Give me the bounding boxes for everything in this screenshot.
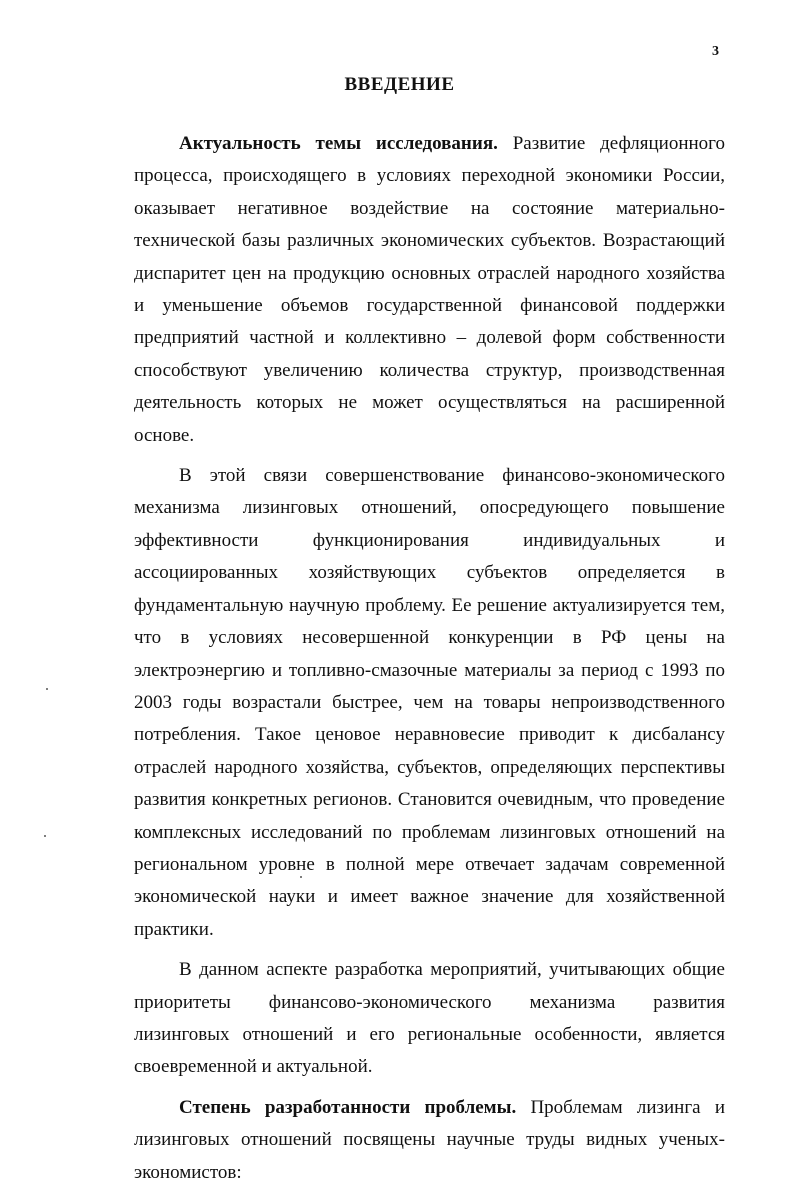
- scan-speck: [300, 876, 302, 878]
- page-number: 3: [712, 44, 719, 59]
- paragraph-lead: Степень разработанности проблемы.: [179, 1096, 517, 1118]
- body-text: [134, 128, 725, 1189]
- scan-speck: [44, 835, 46, 837]
- section-heading: ВВЕДЕНИЕ: [344, 74, 455, 95]
- paragraph-lead: Актуальность темы исследования.: [179, 133, 498, 154]
- paragraph-aspect: [134, 954, 725, 1084]
- paragraph-context: [134, 460, 725, 946]
- scan-speck: [46, 688, 48, 690]
- paragraph-text: В данном аспекте разработка мероприятий, учитывающих общие приоритеты финансово-экономического механизма развития лизинговых отношений и его региональные особенности, является своевременной и актуальной.: [134, 959, 725, 1078]
- paragraph-text: В этой связи совершенствование финансово-экономического механизма лизинговых отношений, опосредующего повышение эффективности функционирования индивидуальных и ассоциированных хозяйствующих субъектов определяется в фундаментальную научную проблему. Ее решение актуализируется тем, что в условиях несовершенной конкуренции в РФ цены на электроэнергию и топливно-смазочные материалы за период с 1993 по 2003 годы возрастали быстрее, чем на товары непроизводственного потребления. Такое ценовое неравновесие приводит к дисбалансу отраслей народного хозяйства, субъектов, определяющих перспективы развития конкретных регионов. Становится очевидным, что проведение комплексных исследований по проблемам лизинговых отношений на региональном уровне в полной мере отвечает задачам современной экономической науки и имеет важное значение для хозяйственной практики.: [134, 465, 725, 940]
- paragraph-text: Развитие дефляционного процесса, происходящего в условиях переходной экономики России, оказывает негативное воздействие на состояние материально- технической базы различных экономических субъектов. Возрастающий диспаритет цен на продукцию основных отраслей народного хозяйства и уменьшение объемов государственной финансовой поддержки предприятий частной и коллективно – долевой форм собственности способствуют увеличению количества структур, производственная деятельность которых не может осуществляться на расширенной основе.: [134, 133, 725, 446]
- paragraph-text: Проблемам лизинга и лизинговых отношений посвящены научные труды видных ученых-экономистов:: [134, 1096, 725, 1183]
- paragraph-degree: [134, 1092, 725, 1189]
- paragraph-relevance: [134, 128, 725, 452]
